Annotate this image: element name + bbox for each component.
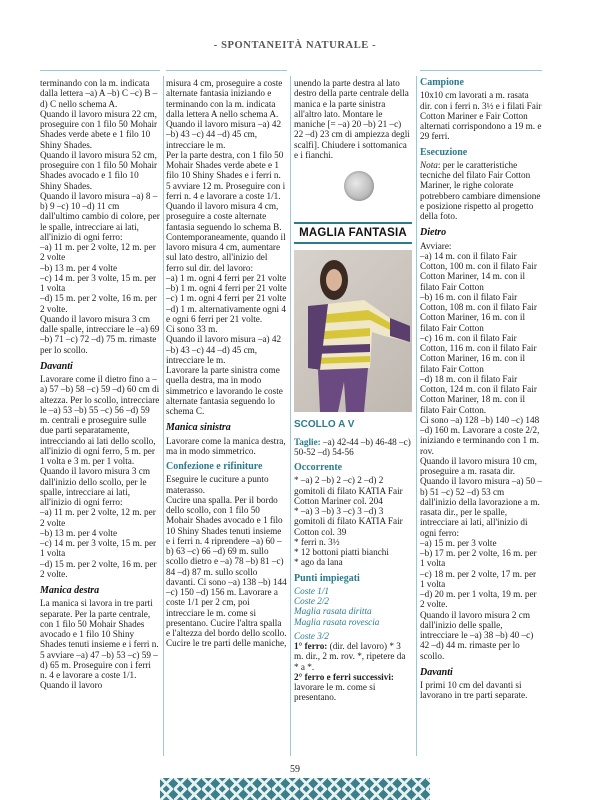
paragraph: La manica si lavora in tre parti separate. Per la parte centrale, con 1 filo 50 Mohair Shades avocado e 1 filo 10 Shiny Shades tenuti insieme e i ferri n. 5 avviare –a) 47 –b) 53 –c) 59 –d) 65 m. Proseguire con i ferri n. 4 e lavorare a coste 1/1. Quando il lavoro [40,598,159,691]
paragraph: Quando il lavoro misura 3 cm dall'inizio dello scollo, per le spalle, intrecciare ai lati, all'inizio di ogni ferro: [40,466,150,507]
paragraph: –b) 1 m. ogni 4 ferri per 21 volte [166,283,287,293]
column-divider [416,76,417,756]
section-heading-dietro: Dietro [420,227,447,239]
paragraph: Quando il lavoro misura 10 cm, proseguire a m. rasata dir. [420,455,537,476]
paragraph: –a) 1 m. ogni 4 ferri per 21 volte [166,272,287,283]
paragraph: –a) 15 m. per 3 volte [420,537,497,548]
paragraph: –a) 14 m. con il filato Fair Cotton, 100 m. con il filato Fair Cotton Mariner, 14 m. con il filato Fair Cotton [420,250,537,292]
pattern-title: MAGLIA FANTASIA [294,222,412,244]
sizes-line [294,437,412,458]
stitch-name: Coste 1/1 [294,585,329,596]
paragraph: I primi 10 cm del davanti si lavorano in tre parti separate. [420,680,528,701]
section-heading-occorrente: Occorrente [294,462,343,473]
row-label: 1° ferro: [294,641,328,651]
paragraph: misura 4 cm, proseguire a coste alternate fantasia iniziando e terminando con la m. indicata dalla lettera A nello schema A. Quando il lavoro misura –a) 42 –b) 43 –c) 44 –d) 45 cm, intrecciare le m. [166,78,283,150]
paragraph: Quando il lavoro misura 52 cm, proseguire con 1 filo 50 Mohair Shades avocado e 1 filo 10 Shiny Shades. [40,149,158,191]
note-text: : per le caratteristiche tecniche del filato Fair Cotton Mariner, le righe colorate potrebbero cambiare dimensione e posizione rispetto al progetto della foto. [420,159,541,221]
paragraph: Quando il lavoro misura –a) 8 –b) 9 –c) 10 –d) 11 cm dall'ultimo cambio di colore, per le spalle, intrecciare ai lati, all'inizio di ogni ferro: [40,190,160,242]
section-heading-manica-sinistra: Manica sinistra [166,422,231,434]
paragraph: –b) 13 m. per 4 volte [40,527,118,538]
paragraph: –a) 11 m. per 2 volte, 12 m. per 2 volte [40,242,156,263]
note-label: Nota [420,159,438,170]
list-item: * 12 bottoni piatti bianchi [294,547,389,557]
paragraph: –d) 15 m. per 2 volte, 16 m. per 2 volte. [40,558,157,579]
stitch-name: Maglia rasata rovescia [294,616,380,627]
paragraph: –c) 14 m. per 3 volte, 15 m. per 1 volta [40,272,157,293]
row-instruction [294,641,412,672]
list-item: * ago da lana [294,557,343,568]
paragraph: –d) 15 m. per 2 volte, 16 m. per 2 volte. [40,293,157,314]
row-label: 2° ferro e ferri successivi: [294,671,394,682]
stitch-name: Maglia rasata diritta [294,606,372,617]
column-top-rule [40,70,160,71]
paragraph: –b) 13 m. per 4 volte [40,262,118,273]
paragraph: Eseguire le cuciture a punto materasso. [166,474,269,495]
paragraph: Per la parte destra, con 1 filo 50 Mohair Shades verde abete e 1 filo 10 Shiny Shades e i ferri n. 5 avviare 12 m. Proseguire con i ferri n. 4 e lavorare a coste 1/1. Quando il lavoro misura 4 cm, proseguire a coste alternate fantasia seguendo lo schema B. Contemporaneamente, quando il lavoro misura 4 cm, aumentare sul lato destro, all'inizio del ferro sul dir. del lavoro: [166,149,286,273]
section-heading-campione: Campione [420,77,464,88]
column-2 [166,78,287,649]
sizes-value: –a) 42-44 –b) 46-48 –c) 50-52 –d) 54-56 [294,436,411,457]
paragraph: –d) 20 m. per 1 volta, 19 m. per 2 volte. [420,589,537,610]
paragraph: –a) 11 m. per 2 volte, 12 m. per 2 volte [40,507,156,528]
paragraph: –b) 16 m. con il filato Fair Cotton, 108 m. con il filato Fair Cotton Mariner, 16 m. con il filato Fair Cotton [420,291,537,333]
column-3 [294,78,412,703]
paragraph: –c) 1 m. ogni 4 ferri per 21 volte [166,293,287,304]
column-divider [163,76,164,756]
paragraph: –d) 18 m. con il filato Fair Cotton, 124 m. con il filato Fair Cotton Mariner, 18 m. con il filato Fair Cotton. [420,373,537,415]
paragraph: terminando con la m. indicata dalla lettera –a) A –b) C –c) B –d) C nello schema A. [40,78,158,109]
paragraph: –c) 14 m. per 3 volte, 15 m. per 1 volta [40,538,157,559]
paragraph: Quando il lavoro misura –a) 50 –b) 51 –c) 52 –d) 53 cm dall'inizio della lavorazione a m. rasata dir., per le spalle, intrecciare ai lati, all'inizio di ogni ferro: [420,476,542,538]
section-heading-confezione: Confezione e rifiniture [166,461,263,472]
list-item: * –a) 3 –b) 3 –c) 3 –d) 3 gomitoli di filato KATIA Fair Cotton col. 39 [294,506,403,537]
paragraph: Quando il lavoro misura –a) 42 –b) 43 –c) 44 –d) 45 cm, intrecciare le m. [166,334,282,365]
paragraph: Quando il lavoro misura 2 cm dall'inizio delle spalle, intrecciare le –a) 38 –b) 40 –c) 42 –d) 44 m. rimaste per lo scollo. [420,609,534,661]
section-heading-davanti: Davanti [40,360,73,372]
paragraph: unendo la parte destra al lato destro della parte centrale della manica e la parte sinistra all'altro lato. Montare le maniche [= –a) 20 –b) 21 –c) 22 –d) 23 cm di ampiezza degli scalfi]. Chiudere i sottomanica e i fianchi. [294,78,410,160]
paragraph: Cucire le tre parti delle maniche, [166,638,287,649]
paragraph: Quando il lavoro misura 22 cm, proseguire con 1 filo 50 Mohair Shades verde abete e 1 filo 10 Shiny Shades. [40,108,158,150]
paragraph: –b) 17 m. per 2 volte, 16 m. per 1 volta [420,548,537,569]
sweater-photo [294,250,412,412]
paragraph: –c) 16 m. con il filato Fair Cotton, 116 m. con il filato Fair Cotton Mariner, 16 m. con il filato Fair Cotton [420,332,537,374]
list-item: * –a) 2 –b) 2 –c) 2 –d) 2 gomitoli di filato KATIA Fair Cotton Mariner col. 204 [294,475,403,506]
page-header: - SPONTANEITÀ NATURALE - [213,40,377,51]
paragraph: Cucire una spalla. Per il bordo dello scollo, con 1 filo 50 Mohair Shades avocado e 1 filo 10 Shiny Shades tenuti insieme e i ferri n. 4 riprendere –a) 60 –b) 63 –c) 66 –d) 69 m. sullo scollo dietro e –a) 78 –b) 81 –c) 84 –d) 87 m. sullo scollo davanti. Ci sono –a) 138 –b) 144 –c) 150 –d) 156 m. Lavorare a coste 1/1 per 2 cm, poi intrecciare le m. come si presentano. Cucire l'altra spalla e l'altezza del bordo dello scollo. [166,494,287,638]
paragraph: –d) 1 m. alternativamente ogni 4 e ogni 6 ferri per 21 volte. [166,303,286,324]
section-heading-manica-destra: Manica destra [40,585,100,596]
sizes-label: Taglie: [294,436,321,447]
subtitle: SCOLLO A V [294,419,355,431]
column-top-rule [166,70,287,71]
paragraph: 10x10 cm lavorati a m. rasata dir. con i ferri n. 3½ e i filati Fair Cotton Mariner e Fair Cotton alternati corrispondono a 19 m. e 29 ferri. [420,90,542,142]
column-4 [420,78,542,701]
paragraph: Ci sono 33 m. [166,324,218,334]
section-heading-esecuzione: Esecuzione [420,146,468,158]
paragraph: Lavorare la parte sinistra come quella destra, ma in modo simmetrico e lavorando le coste alternate fantasia seguendo lo schema C. [166,365,283,416]
paragraph: Lavorare come la manica destra, ma in modo simmetrico. [166,435,286,456]
section-heading-punti: Punti impiegati [294,572,360,584]
note-paragraph [420,160,542,222]
stitch-name: Coste 3/2 [294,630,329,641]
column-1 [40,78,160,691]
paragraph: Lavorare come il dietro fino a –a) 57 –b) 58 –c) 59 –d) 60 cm di altezza. Per lo scollo, intrecciare le –a) 53 –b) 55 –c) 56 –d) 59 m. centrali e proseguire sulle due parti separatamente, intrecciando ai lati dello scollo, all'inizio di ogni ferro, 5 m. per 1 volta e 3 m. per 1 volta. [40,374,160,466]
stitch-name: Coste 2/2 [294,596,329,606]
list-item: * ferri n. 3½ [294,536,340,547]
column-divider [290,76,291,756]
paragraph: Ci sono –a) 128 –b) 140 –c) 148 –d) 160 m. Lavorare a coste 2/2, iniziando e terminando con 1 m. rov. [420,414,540,456]
row-text: lavorare le m. come si presentano. [294,682,376,703]
paragraph: Quando il lavoro misura 3 cm dalle spalle, intrecciare le –a) 69 –b) 71 –c) 72 –d) 75 m. rimaste per lo scollo. [40,313,160,355]
paragraph: Avviare: [420,240,452,251]
section-heading-davanti: Davanti [420,666,453,678]
row-text: (dir. del lavoro) * 3 m. dir., 2 m. rov. *, ripetere da * a *. [294,641,406,672]
model-illustration [294,250,412,412]
knit-pattern-band [160,778,430,800]
column-top-rule [420,70,542,71]
paragraph: –c) 18 m. per 2 volte, 17 m. per 1 volta [420,568,537,589]
row-instruction [294,672,412,703]
page-number: 59 [290,764,300,775]
